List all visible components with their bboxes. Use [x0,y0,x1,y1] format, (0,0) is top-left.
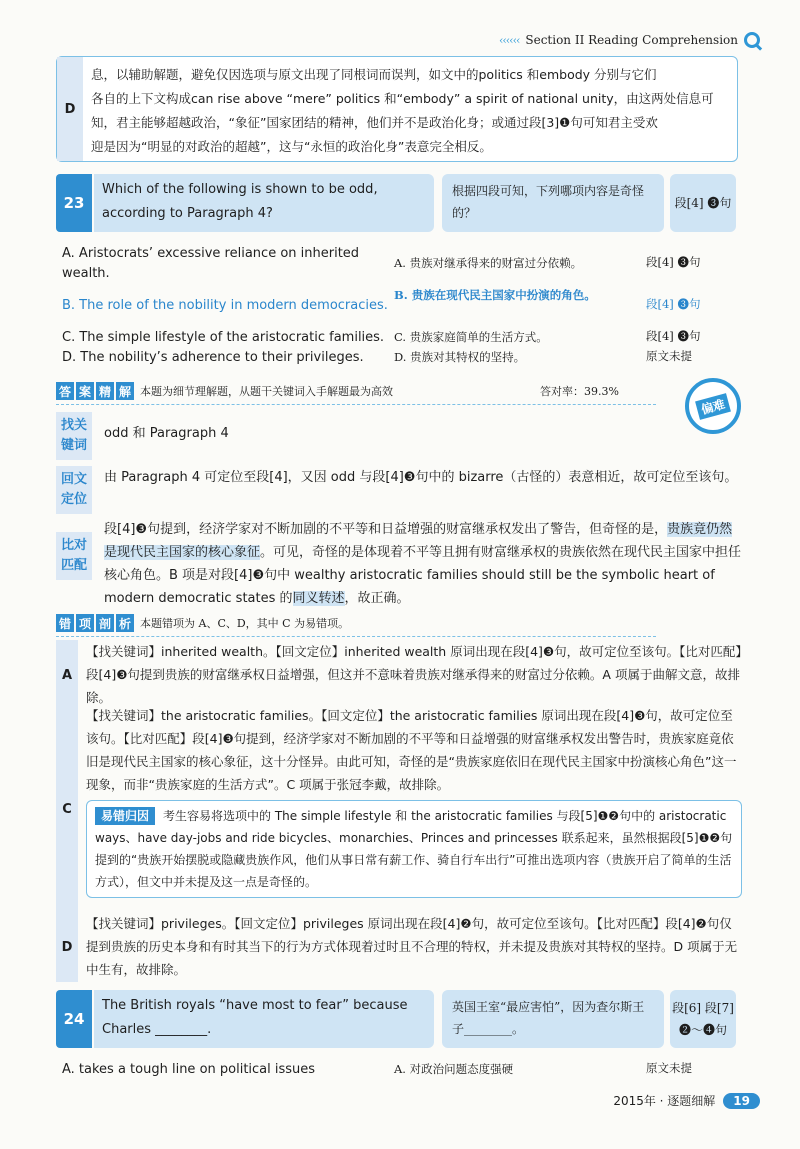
question-en: Which of the following is shown to be odd, according to Paragraph 4? [94,174,434,232]
accuracy-rate: 答对率：39.3% [540,385,619,398]
highlight: 贵族竟仍然是现代民主国家的核心象征 [104,522,733,560]
question-number: 23 [56,174,92,232]
option-d-ref: 原文未提 [646,349,692,363]
step-text: odd 和 Paragraph 4 [104,426,229,441]
text-line: 迎是因为“明显的对政治的超越”，这与“永恒的政治化身”表意完全相反。 [91,139,492,154]
option-label: C [56,704,78,914]
question-cn: 英国王室“最应害怕”，因为查尔斯王子________。 [442,990,664,1048]
highlight: 同义转述 [292,591,345,606]
option-b-cn: B. 贵族在现代民主国家中扮演的角色。 [394,288,596,302]
page-footer [613,1092,760,1109]
section-note: 本题为细节理解题，从题干关键词入手解题最为高效 [140,385,393,398]
question-number: 24 [56,990,92,1048]
option-c-cn: C. 贵族家庭简单的生活方式。 [394,330,548,344]
section-tag: 答 案 精 解 [56,382,134,400]
section-tag: 错 项 剖 析 [56,614,134,632]
section-note: 本题错项为 A、C、D，其中 C 为易错项。 [140,617,350,630]
option-a-ref: 原文未提 [646,1061,692,1075]
option-c-en: C. The simple lifestyle of the aristocratic families. [62,330,385,345]
wrong-option-c [56,704,742,914]
trap-text: 考生容易将选项中的 The simple lifestyle 和 the aristocratic families 与段[5]❶❷句中的 aristocratic ways、have day-jobs and ride bicycles、monarchies、Princes and princesses 联系起来，虽然根据段[5]❶❷句提到的“贵族开始摆脱或隐藏贵族作风，他们从事日常有薪工作、骑自行车出行”可推出选项内容（贵族开启了简单的生活方式），但文中并未提及这一点是奇怪的。 [95,809,733,889]
step-text: 段[4]❸句提到，经济学家对不断加剧的不平等和日益增强的财富继承权发出了警告，但奇怪的是，贵族竟仍然是现代民主国家的核心象征。可见，奇怪的是体现着不平等且拥有财富继承权的贵族依然在现代民主国家中担任核心角色。B 项是对段[4]❸句中 wealthy aristocratic families should still be the symbolic heart of modern democratic states 的同义转述，故正确。 [104,522,742,606]
option-label: D [57,57,83,161]
section-title: Section II Reading Comprehension [525,33,738,47]
option-b-en: B. The role of the nobility in modern democracies. [62,298,388,313]
option-analysis: 【找关键词】the aristocratic families。【回文定位】the aristocratic families 原词出现在段[4]❸句，故可定位至该句。【比对匹配】段[4]❸句提到，经济学家对不断加剧的不平等和日益增强的财富继承权发出警告时，贵族家庭竟依旧是现代民主国家的核心象征，这十分怪异。由此可知，奇怪的是“贵族家庭依旧在现代民主国家中扮演核心角色”这一现象，而非“贵族家庭的生活方式”。C 项属于张冠李戴，故排除。 [86,708,737,792]
option-c-ref: 段[4] ❸句 [646,329,701,343]
option-label: A [56,640,78,710]
step-label: 比对匹配 [56,532,92,580]
arrows-icon: ‹‹‹‹‹‹ [498,33,520,47]
question-23 [56,174,736,232]
option-a-en: A. Aristocrats’ excessive reliance on inherited wealth. [62,246,360,281]
trap-title: 易错归因 [95,807,155,825]
option-d-cn: D. 贵族对其特权的坚持。 [394,350,526,364]
text-line: 知，君主能够超越政治，“象征”国家团结的精神，他们并不是政治化身；或通过段[3]❶句可知君主受欢 [91,115,658,130]
wrong-options-header [56,614,349,632]
option-a-ref: 段[4] ❸句 [646,255,701,269]
footer-text: 2015年 · 逐题细解 [613,1094,716,1108]
difficulty-badge: 偏难 [685,378,741,434]
running-header [499,32,760,48]
wrong-option-a [56,640,742,710]
text-line: 各自的上下文构成can rise above “mere” politics 和“embody” a spirit of national unity，由这两处信息可 [91,91,714,106]
wrong-option-d [56,912,742,982]
option-d-analysis-continued [56,56,738,162]
divider [56,404,656,405]
question-24 [56,990,736,1048]
option-b-ref: 段[4] ❸句 [646,297,701,311]
magnifier-icon [744,32,760,48]
trap-box [86,800,742,898]
option-analysis: 【找关键词】inherited wealth。【回文定位】inherited wealth 原词出现在段[4]❸句，故可定位至该句。【比对匹配】段[4]❸句提到贵族的财富继承权日益增强，但这并不意味着贵族对继承得来的财富过分依赖。A 项属于曲解文意，故排除。 [86,644,742,705]
answer-analysis-header [56,382,393,400]
option-label: D [56,912,78,982]
question-ref: 段[4] ❸句 [670,174,736,232]
option-a-cn: A. 对政治问题态度强硬 [394,1062,514,1076]
question-cn: 根据四段可知，下列哪项内容是奇怪的？ [442,174,664,232]
page-number: 19 [723,1093,760,1109]
text-line: 息，以辅助解题，避免仅因选项与原文出现了同根词而误判，如文中的politics 和embody 分别与它们 [91,67,657,82]
option-analysis: 【找关键词】privileges。【回文定位】privileges 原词出现在段[4]❷句，故可定位至该句。【比对匹配】段[4]❷句仅提到贵族的历史本身和有时其当下的行为方式体现着过时且不合理的特权，并未提及贵族对其特权的坚持。D 项属于无中生有，故排除。 [86,916,738,977]
option-a-en: A. takes a tough line on political issues [62,1062,316,1077]
step-label: 找关键词 [56,412,92,460]
question-ref: 段[6] 段[7] ❷～❹句 [670,990,736,1048]
divider [56,636,656,637]
option-a-cn: A. 贵族对继承得来的财富过分依赖。 [394,256,583,270]
step-label: 回文定位 [56,466,92,514]
option-d-en: D. The nobility’s adherence to their privileges. [62,350,364,365]
step-text: 由 Paragraph 4 可定位至段[4]，又因 odd 与段[4]❸句中的 bizarre（古怪的）表意相近，故可定位至该句。 [104,470,738,485]
question-en: The British royals “have most to fear” because Charles ________. [94,990,434,1048]
